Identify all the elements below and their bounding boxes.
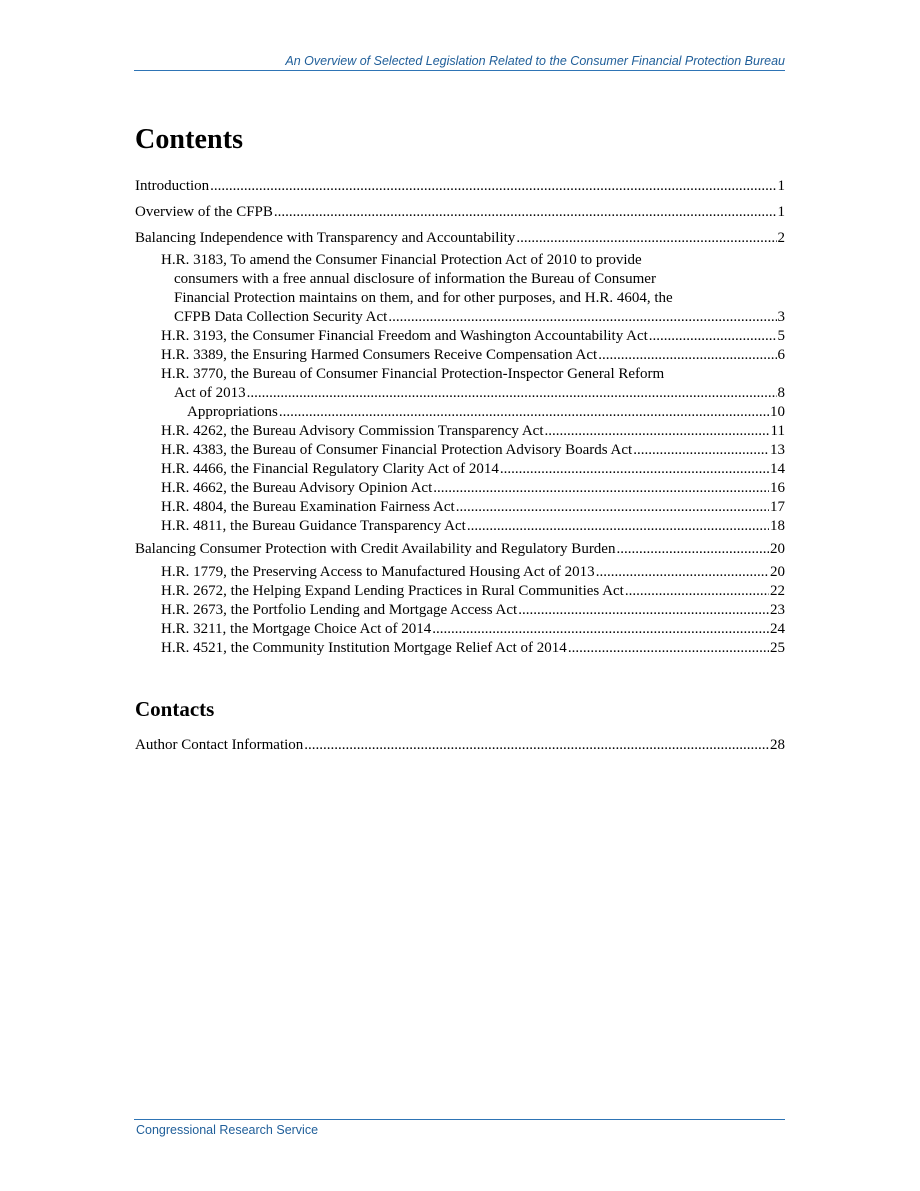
toc-entry[interactable] — [135, 177, 785, 196]
toc-page-number: 23 — [770, 602, 785, 618]
contacts-title: Contacts — [135, 697, 215, 721]
toc-entry-label: H.R. 4804, the Bureau Examination Fairness Act — [161, 499, 455, 515]
contacts-entry[interactable] — [135, 736, 785, 755]
toc-page-number: 1 — [777, 204, 785, 220]
toc-entry-label: H.R. 4466, the Financial Regulatory Clarity Act of 2014 — [161, 461, 499, 477]
leader-dots — [625, 582, 769, 601]
leader-dots — [500, 460, 769, 479]
toc-page-number: 25 — [770, 640, 785, 656]
toc-page-number: 5 — [777, 328, 785, 344]
toc-entry[interactable] — [187, 403, 785, 422]
toc-entry-label: H.R. 3211, the Mortgage Choice Act of 2014 — [161, 621, 432, 637]
toc-entry-label: Act of 2013 — [174, 385, 246, 401]
leader-dots — [545, 422, 770, 441]
footer-text: Congressional Research Service — [136, 1123, 319, 1137]
toc-page-number: 10 — [770, 404, 785, 420]
toc-page-number: 24 — [770, 621, 785, 637]
toc-entry-line: H.R. 3770, the Bureau of Consumer Financial Protection-Inspector General Reform — [161, 366, 665, 382]
toc-entry[interactable] — [161, 582, 785, 601]
toc-page-number: 28 — [770, 737, 785, 753]
toc-entry-label: CFPB Data Collection Security Act — [174, 309, 388, 325]
running-header-title: An Overview of Selected Legislation Related to the Consumer Financial Protection Bureau — [285, 54, 785, 68]
leader-dots — [304, 736, 769, 755]
leader-dots — [279, 403, 769, 422]
toc-entry[interactable] — [161, 346, 785, 365]
toc-entry-label: Introduction — [135, 178, 210, 194]
toc-entry[interactable] — [161, 517, 785, 536]
toc-entry-label: H.R. 4811, the Bureau Guidance Transparency Act — [161, 518, 466, 534]
toc-page-number: 22 — [770, 583, 785, 599]
toc-entry[interactable] — [161, 601, 785, 620]
toc-page-number: 13 — [770, 442, 785, 458]
toc-entry[interactable] — [135, 540, 785, 559]
toc-entry[interactable] — [161, 251, 785, 327]
leader-dots — [518, 601, 769, 620]
toc-entry[interactable] — [161, 563, 785, 582]
toc-entry[interactable] — [161, 422, 785, 441]
leader-dots — [210, 177, 776, 196]
toc-entry-label: Appropriations — [187, 404, 278, 420]
toc-page-number: 20 — [770, 541, 785, 557]
leader-dots — [633, 441, 769, 460]
toc-entry-label: H.R. 3193, the Consumer Financial Freedom and Washington Accountability Act — [161, 328, 648, 344]
toc-entry-label: Author Contact Information — [135, 737, 304, 753]
toc-entry-label: H.R. 2672, the Helping Expand Lending Practices in Rural Communities Act — [161, 583, 624, 599]
toc-page-number: 18 — [770, 518, 785, 534]
leader-dots — [616, 540, 769, 559]
toc-page-number: 6 — [777, 347, 785, 363]
leader-dots — [432, 620, 769, 639]
toc-page-number: 17 — [770, 499, 785, 515]
leader-dots — [433, 479, 769, 498]
toc-entry-label: Balancing Consumer Protection with Credit Availability and Regulatory Burden — [135, 541, 616, 557]
contents-title: Contents — [135, 124, 244, 155]
toc-page-number: 1 — [777, 178, 785, 194]
leader-dots — [649, 327, 777, 346]
leader-dots — [568, 639, 769, 658]
toc-entry[interactable] — [161, 498, 785, 517]
toc-page-number: 20 — [770, 564, 785, 580]
toc-entry[interactable] — [135, 229, 785, 248]
toc-entry[interactable] — [161, 639, 785, 658]
toc-page-number: 16 — [770, 480, 785, 496]
toc-entry[interactable] — [161, 365, 785, 403]
toc-entry-label: H.R. 4383, the Bureau of Consumer Financial Protection Advisory Boards Act — [161, 442, 633, 458]
toc-page-number: 8 — [777, 385, 785, 401]
toc-entry[interactable] — [135, 203, 785, 222]
toc-entry-label: H.R. 4262, the Bureau Advisory Commission Transparency Act — [161, 423, 544, 439]
toc-entry-label: H.R. 4521, the Community Institution Mortgage Relief Act of 2014 — [161, 640, 567, 656]
leader-dots — [456, 498, 769, 517]
toc-entry[interactable] — [161, 327, 785, 346]
toc-page-number: 11 — [770, 423, 785, 439]
toc-entry-line: consumers with a free annual disclosure of information the Bureau of Consumer — [174, 271, 656, 287]
leader-dots — [516, 229, 776, 248]
leader-dots — [274, 203, 777, 222]
toc-entry-line: H.R. 3183, To amend the Consumer Financial Protection Act of 2010 to provide — [161, 252, 642, 268]
running-header — [134, 54, 785, 71]
toc-page-number: 2 — [777, 230, 785, 246]
toc-entry[interactable] — [161, 620, 785, 639]
toc-entry[interactable] — [161, 479, 785, 498]
toc-entry-label: Balancing Independence with Transparency and Accountability — [135, 230, 516, 246]
running-footer — [134, 1119, 785, 1137]
leader-dots — [467, 517, 769, 536]
leader-dots — [596, 563, 769, 582]
toc-entry-label: H.R. 4662, the Bureau Advisory Opinion Act — [161, 480, 433, 496]
toc-entry[interactable] — [161, 441, 785, 460]
toc-entry-label: H.R. 1779, the Preserving Access to Manufactured Housing Act of 2013 — [161, 564, 595, 580]
toc-page-number: 14 — [770, 461, 785, 477]
leader-dots — [598, 346, 776, 365]
toc-page-number: 3 — [777, 309, 785, 325]
toc-entry-label: H.R. 3389, the Ensuring Harmed Consumers Receive Compensation Act — [161, 347, 598, 363]
toc-entry[interactable] — [161, 460, 785, 479]
toc-entry-label: Overview of the CFPB — [135, 204, 273, 220]
leader-dots — [247, 384, 777, 403]
toc-entry-line: Financial Protection maintains on them, and for other purposes, and H.R. 4604, the — [174, 290, 673, 306]
leader-dots — [388, 308, 776, 327]
toc-entry-label: H.R. 2673, the Portfolio Lending and Mortgage Access Act — [161, 602, 518, 618]
